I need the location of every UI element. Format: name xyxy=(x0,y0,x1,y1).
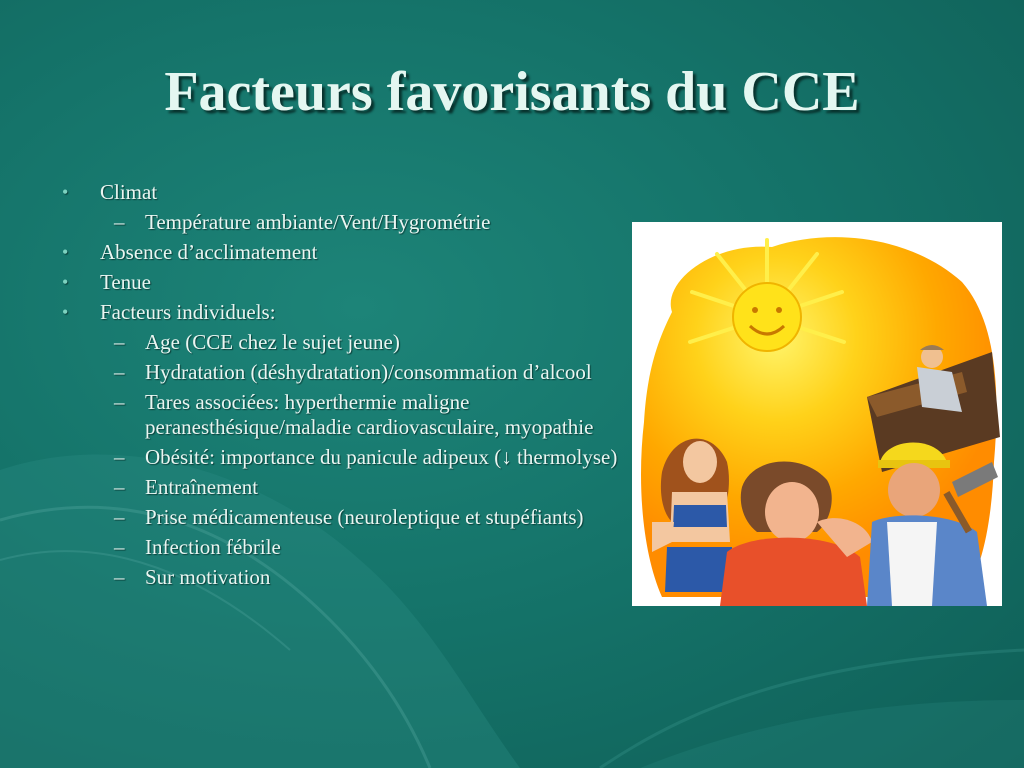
dash-marker: – xyxy=(114,390,125,414)
sun-and-workers-icon xyxy=(632,222,1002,606)
bullet-item xyxy=(58,240,618,265)
bullet-item xyxy=(58,180,618,205)
bullet-text: Absence d’acclimatement xyxy=(100,240,318,264)
dash-marker: – xyxy=(114,565,125,589)
sub-bullet-item xyxy=(58,445,618,470)
sub-bullet-item xyxy=(58,360,618,385)
bullet-text: Facteurs individuels: xyxy=(100,300,276,324)
slide-title: Facteurs favorisants du CCE xyxy=(164,61,860,123)
sub-bullet-item xyxy=(58,505,618,530)
bullet-text: Hydratation (déshydratation)/consommation d’alcool xyxy=(145,360,592,384)
bullet-item xyxy=(58,270,618,295)
bullet-text: Tenue xyxy=(100,270,152,294)
bullet-text: Entraînement xyxy=(145,475,259,499)
bullet-text: Obésité: importance du panicule adipeux (↓ thermolyse) xyxy=(145,445,618,469)
bullet-text: Age (CCE chez le sujet jeune) xyxy=(145,330,400,354)
sub-bullet-item xyxy=(58,330,618,355)
bullet-list xyxy=(58,180,618,595)
dash-marker: – xyxy=(114,475,125,499)
bullet-marker: • xyxy=(62,182,69,202)
bullet-text: Tares associées: hyperthermie maligne peranesthésique/maladie cardiovasculaire, myopathie xyxy=(145,390,594,439)
sub-bullet-item xyxy=(58,565,618,590)
bullet-text: Prise médicamenteuse (neuroleptique et stupéfiants) xyxy=(145,505,584,529)
sub-bullet-item xyxy=(58,475,618,500)
dash-marker: – xyxy=(114,210,125,234)
dash-marker: – xyxy=(114,445,125,469)
bullet-text: Climat xyxy=(100,180,158,204)
sub-bullet-item xyxy=(58,390,618,440)
bullet-item xyxy=(58,300,618,325)
bullet-marker: • xyxy=(62,242,69,262)
bullet-text: Sur motivation xyxy=(145,565,271,589)
bullet-marker: • xyxy=(62,302,69,322)
bullet-marker: • xyxy=(62,272,69,292)
sub-bullet-item xyxy=(58,210,618,235)
dash-marker: – xyxy=(114,330,125,354)
dash-marker: – xyxy=(114,505,125,529)
bullet-text: Infection fébrile xyxy=(145,535,281,559)
dash-marker: – xyxy=(114,535,125,559)
illustration-panel xyxy=(632,222,1002,606)
sub-bullet-item xyxy=(58,535,618,560)
dash-marker: – xyxy=(114,360,125,384)
bullet-text: Température ambiante/Vent/Hygrométrie xyxy=(145,210,491,234)
